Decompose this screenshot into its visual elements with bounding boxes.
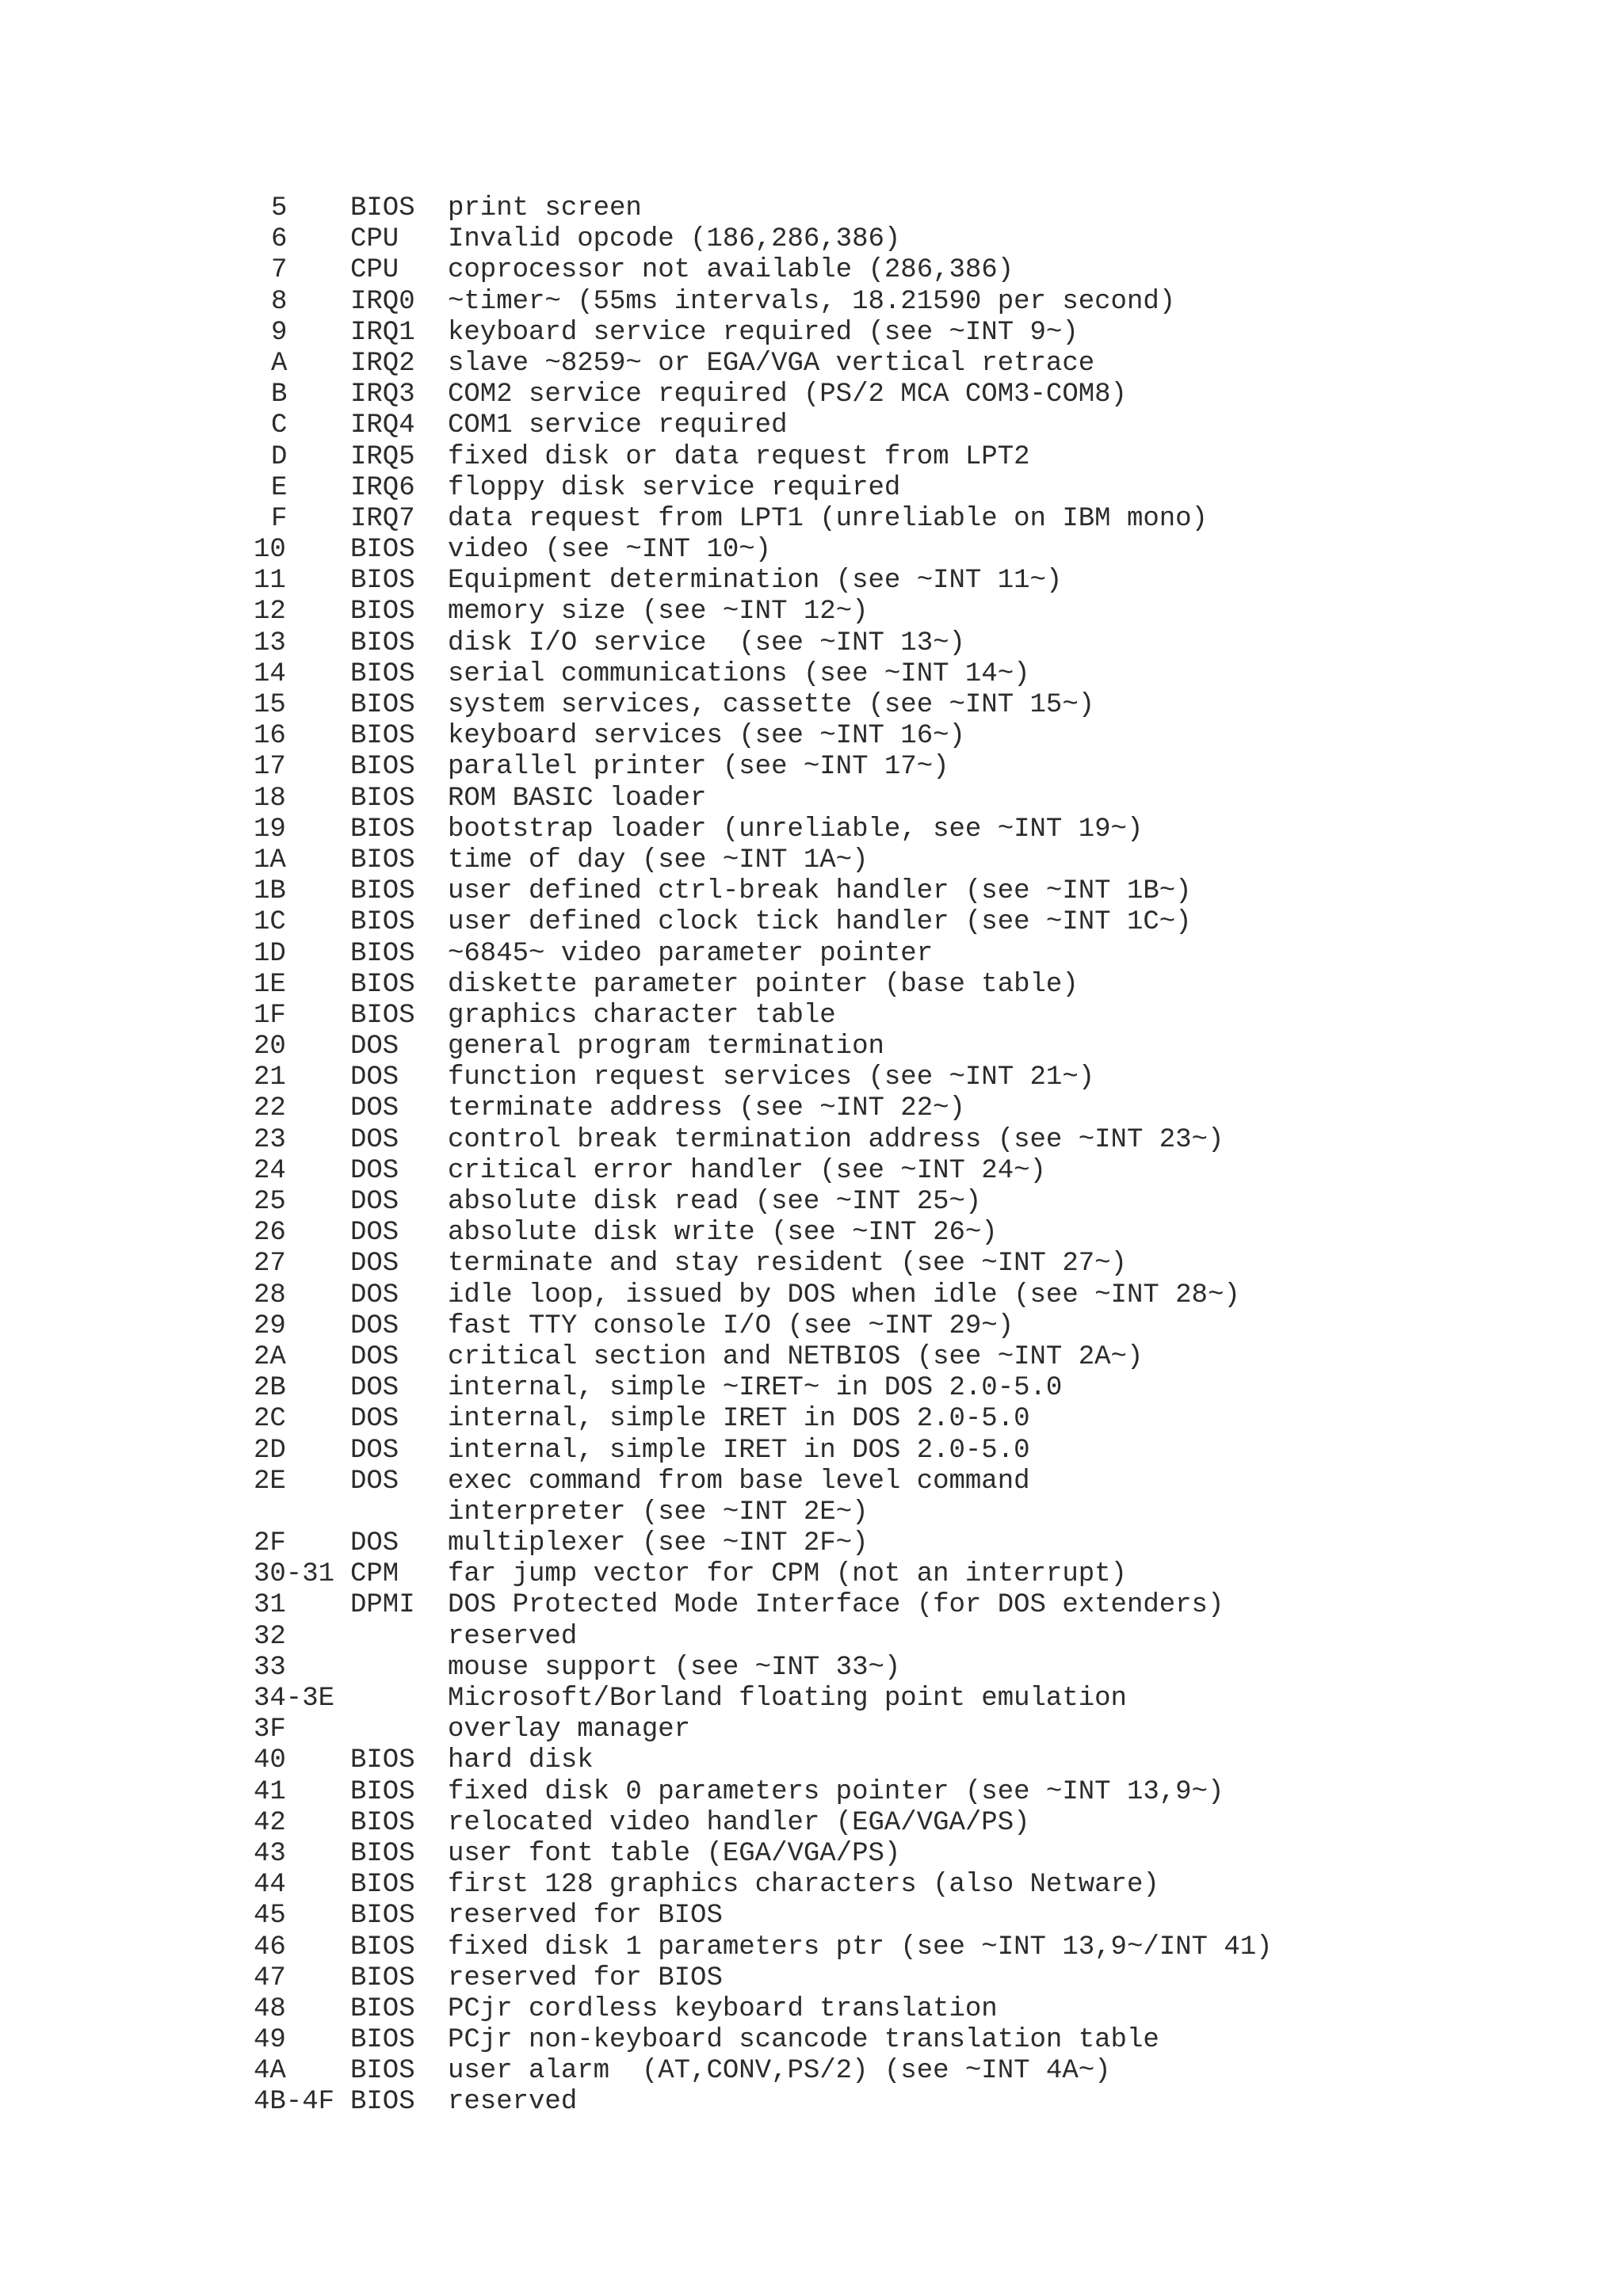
list-item (254, 752, 1273, 783)
interrupt-number: 1A (254, 845, 286, 875)
interrupt-source: BIOS (350, 1962, 415, 1993)
list-item (254, 1373, 1273, 1404)
interrupt-number: 2A (254, 1341, 286, 1372)
interrupt-source: BIOS (350, 1807, 415, 1838)
interrupt-number: 34-3E (254, 1684, 335, 1714)
list-item (254, 1994, 1273, 2025)
list-item (254, 690, 1273, 721)
interrupt-description: system services, cassette (see ~INT 15~) (448, 690, 1095, 720)
interrupt-number: 1C (254, 907, 286, 938)
list-item (254, 318, 1273, 349)
list-item (254, 1901, 1273, 1932)
interrupt-description: user font table (EGA/VGA/PS) (448, 1838, 901, 1869)
interrupt-number: 21 (254, 1062, 286, 1093)
interrupt-description: overlay manager (448, 1714, 691, 1745)
interrupt-source: DOS (350, 1124, 399, 1155)
interrupt-source: BIOS (350, 1776, 415, 1807)
interrupt-description: ~timer~ (55ms intervals, 18.21590 per second) (448, 286, 1176, 317)
interrupt-source: BIOS (350, 752, 415, 783)
interrupt-description: Microsoft/Borland floating point emulation (448, 1684, 1127, 1714)
list-item (254, 1032, 1273, 1062)
list-item (254, 1062, 1273, 1093)
list-item (254, 473, 1273, 504)
interrupt-source: DOS (350, 1404, 399, 1435)
interrupt-number: 2B (254, 1373, 286, 1404)
interrupt-description: bootstrap loader (unreliable, see ~INT 19~) (448, 814, 1144, 845)
interrupt-number: 6 (271, 224, 288, 255)
interrupt-number: 17 (254, 752, 286, 783)
interrupt-source: BIOS (350, 535, 415, 566)
list-item (254, 566, 1273, 597)
list-item (254, 1808, 1273, 1839)
interrupt-source: DOS (350, 1093, 399, 1124)
interrupt-number: 43 (254, 1838, 286, 1869)
interrupt-source: DOS (350, 1032, 399, 1062)
interrupt-description: PCjr non-keyboard scancode translation table (448, 2025, 1159, 2056)
list-item (254, 1187, 1273, 1218)
interrupt-description: user defined clock tick handler (see ~INT 1C~) (448, 907, 1192, 938)
interrupt-source: IRQ7 (350, 503, 415, 534)
interrupt-source: BIOS (350, 1838, 415, 1869)
list-item (254, 1125, 1273, 1156)
interrupt-source: DPMI (350, 1590, 415, 1621)
interrupt-description: slave ~8259~ or EGA/VGA vertical retrace (448, 348, 1095, 379)
interrupt-number: 8 (271, 286, 288, 317)
list-item (254, 1870, 1273, 1901)
interrupt-description: interpreter (see ~INT 2E~) (448, 1497, 869, 1527)
interrupt-number: 11 (254, 566, 286, 597)
interrupt-source: BIOS (350, 938, 415, 969)
interrupt-number: B (271, 379, 288, 410)
list-item (254, 224, 1273, 255)
interrupt-number: 46 (254, 1932, 286, 1962)
list-item (254, 876, 1273, 907)
interrupt-number: 1B (254, 876, 286, 907)
interrupt-description: keyboard service required (see ~INT 9~) (448, 317, 1079, 348)
interrupt-source: BIOS (350, 845, 415, 875)
list-item (254, 1249, 1273, 1280)
interrupt-number: 20 (254, 1032, 286, 1062)
list-item (254, 504, 1273, 535)
list-item (254, 1777, 1273, 1808)
list-item (254, 1559, 1273, 1590)
interrupt-description: diskette parameter pointer (base table) (448, 969, 1079, 1000)
interrupt-number: 2C (254, 1404, 286, 1435)
interrupt-source: DOS (350, 1528, 399, 1559)
interrupt-source: BIOS (350, 193, 415, 223)
interrupt-number: 4B-4F (254, 2087, 335, 2118)
interrupt-source: DOS (350, 1187, 399, 1217)
interrupt-number: 1E (254, 969, 286, 1000)
interrupt-description: floppy disk service required (448, 472, 901, 503)
interrupt-number: 24 (254, 1155, 286, 1186)
list-item (254, 349, 1273, 379)
interrupt-number: 2F (254, 1528, 286, 1559)
interrupt-source: BIOS (350, 1870, 415, 1901)
interrupt-source: IRQ0 (350, 286, 415, 317)
interrupt-number: 28 (254, 1280, 286, 1310)
interrupt-number: D (271, 441, 288, 472)
interrupt-source: DOS (350, 1062, 399, 1093)
list-item (254, 1311, 1273, 1342)
list-item (254, 1156, 1273, 1187)
interrupt-source: DOS (350, 1280, 399, 1310)
list-item (254, 845, 1273, 876)
interrupt-number: 13 (254, 627, 286, 658)
interrupt-number: 14 (254, 658, 286, 689)
interrupt-number: 25 (254, 1187, 286, 1217)
interrupt-source: IRQ2 (350, 348, 415, 379)
interrupt-description: fast TTY console I/O (see ~INT 29~) (448, 1310, 1014, 1341)
list-item (254, 2025, 1273, 2056)
interrupt-source: BIOS (350, 876, 415, 907)
list-item (254, 1590, 1273, 1621)
interrupt-description: data request from LPT1 (unreliable on IBM mono) (448, 503, 1208, 534)
interrupt-source: BIOS (350, 2025, 415, 2056)
list-item (254, 442, 1273, 473)
interrupt-source: DOS (350, 1155, 399, 1186)
interrupt-number: 10 (254, 535, 286, 566)
interrupt-description: COM1 service required (448, 410, 788, 441)
interrupt-description: reserved (448, 1621, 578, 1652)
interrupt-source: BIOS (350, 597, 415, 627)
interrupt-number: 44 (254, 1870, 286, 1901)
list-item (254, 597, 1273, 627)
list-item (254, 1093, 1273, 1124)
interrupt-description: first 128 graphics characters (also Netware) (448, 1870, 1159, 1901)
interrupt-source: BIOS (350, 783, 415, 814)
interrupt-vector-list (254, 193, 1273, 2119)
interrupt-description: video (see ~INT 10~) (448, 535, 772, 566)
list-item (254, 1342, 1273, 1373)
list-item (254, 1963, 1273, 1994)
interrupt-number: 31 (254, 1590, 286, 1621)
interrupt-source: BIOS (350, 1993, 415, 2024)
interrupt-description: Equipment determination (see ~INT 11~) (448, 566, 1063, 597)
interrupt-description: fixed disk 1 parameters ptr (see ~INT 13,9~/INT 41) (448, 1932, 1273, 1962)
list-item (254, 193, 1273, 224)
interrupt-source: DOS (350, 1466, 399, 1497)
interrupt-number: 49 (254, 2025, 286, 2056)
interrupt-description: graphics character table (448, 1000, 836, 1031)
interrupt-source: CPU (350, 224, 399, 255)
interrupt-number: 16 (254, 721, 286, 752)
interrupt-description: DOS Protected Mode Interface (for DOS extenders) (448, 1590, 1224, 1621)
interrupt-number: 5 (271, 193, 288, 223)
interrupt-description: ~6845~ video parameter pointer (448, 938, 934, 969)
interrupt-number: 22 (254, 1093, 286, 1124)
interrupt-source: BIOS (350, 566, 415, 597)
interrupt-description: internal, simple IRET in DOS 2.0-5.0 (448, 1404, 1030, 1435)
interrupt-description: PCjr cordless keyboard translation (448, 1993, 998, 2024)
interrupt-description: far jump vector for CPM (not an interrupt) (448, 1559, 1127, 1590)
interrupt-source: BIOS (350, 690, 415, 720)
interrupt-number: 30-31 (254, 1559, 335, 1590)
list-item (254, 287, 1273, 318)
interrupt-description: Invalid opcode (186,286,386) (448, 224, 901, 255)
interrupt-number: 45 (254, 1901, 286, 1932)
interrupt-source: BIOS (350, 2087, 415, 2118)
interrupt-description: keyboard services (see ~INT 16~) (448, 721, 965, 752)
interrupt-description: control break termination address (see ~INT 23~) (448, 1124, 1224, 1155)
interrupt-source: BIOS (350, 658, 415, 689)
interrupt-source: BIOS (350, 969, 415, 1000)
interrupt-number: 7 (271, 255, 288, 286)
interrupt-source: DOS (350, 1310, 399, 1341)
interrupt-description: reserved for BIOS (448, 1901, 723, 1932)
interrupt-description: relocated video handler (EGA/VGA/PS) (448, 1807, 1030, 1838)
interrupt-number: 18 (254, 783, 286, 814)
interrupt-description: idle loop, issued by DOS when idle (see ~INT 28~) (448, 1280, 1240, 1310)
list-item (254, 1404, 1273, 1435)
interrupt-source: DOS (350, 1218, 399, 1249)
interrupt-source: CPM (350, 1559, 399, 1590)
list-item (254, 721, 1273, 752)
interrupt-description: user alarm (AT,CONV,PS/2) (see ~INT 4A~) (448, 2056, 1111, 2087)
interrupt-source: DOS (350, 1249, 399, 1280)
list-item (254, 535, 1273, 566)
interrupt-number: 2E (254, 1466, 286, 1497)
interrupt-number: 33 (254, 1652, 286, 1683)
interrupt-source: BIOS (350, 721, 415, 752)
interrupt-description: ROM BASIC loader (448, 783, 707, 814)
interrupt-number: C (271, 410, 288, 441)
interrupt-number: A (271, 348, 288, 379)
list-item (254, 1653, 1273, 1684)
list-item (254, 1497, 1273, 1528)
list-item (254, 628, 1273, 659)
interrupt-number: 12 (254, 597, 286, 627)
interrupt-source: DOS (350, 1341, 399, 1372)
list-item (254, 939, 1273, 970)
list-item (254, 1280, 1273, 1311)
interrupt-source: IRQ4 (350, 410, 415, 441)
interrupt-description: fixed disk or data request from LPT2 (448, 441, 1030, 472)
interrupt-source: BIOS (350, 1745, 415, 1776)
interrupt-number: 1D (254, 938, 286, 969)
list-item (254, 1684, 1273, 1714)
interrupt-description: print screen (448, 193, 642, 223)
interrupt-description: internal, simple ~IRET~ in DOS 2.0-5.0 (448, 1373, 1063, 1404)
interrupt-description: mouse support (see ~INT 33~) (448, 1652, 901, 1683)
interrupt-description: general program termination (448, 1032, 884, 1062)
list-item (254, 659, 1273, 690)
list-item (254, 2087, 1273, 2118)
interrupt-source: IRQ3 (350, 379, 415, 410)
interrupt-source: BIOS (350, 1000, 415, 1031)
interrupt-source: BIOS (350, 1901, 415, 1932)
list-item (254, 379, 1273, 410)
interrupt-source: BIOS (350, 814, 415, 845)
interrupt-description: reserved (448, 2087, 578, 2118)
interrupt-description: fixed disk 0 parameters pointer (see ~INT 13,9~) (448, 1776, 1224, 1807)
interrupt-description: critical section and NETBIOS (see ~INT 2A~) (448, 1341, 1144, 1372)
interrupt-description: memory size (see ~INT 12~) (448, 597, 869, 627)
list-item (254, 1839, 1273, 1870)
interrupt-description: parallel printer (see ~INT 17~) (448, 752, 949, 783)
interrupt-description: time of day (see ~INT 1A~) (448, 845, 869, 875)
interrupt-source: CPU (350, 255, 399, 286)
interrupt-description: coprocessor not available (286,386) (448, 255, 1014, 286)
interrupt-source: BIOS (350, 2056, 415, 2087)
list-item (254, 1622, 1273, 1653)
list-item (254, 784, 1273, 814)
interrupt-number: 47 (254, 1962, 286, 1993)
interrupt-number: 19 (254, 814, 286, 845)
interrupt-number: 23 (254, 1124, 286, 1155)
interrupt-number: 4A (254, 2056, 286, 2087)
interrupt-source: BIOS (350, 907, 415, 938)
list-item (254, 1001, 1273, 1032)
list-item (254, 1714, 1273, 1745)
list-item (254, 907, 1273, 938)
interrupt-description: absolute disk read (see ~INT 25~) (448, 1187, 982, 1217)
interrupt-number: 9 (271, 317, 288, 348)
interrupt-number: 3F (254, 1714, 286, 1745)
interrupt-source: BIOS (350, 627, 415, 658)
interrupt-description: terminate address (see ~INT 22~) (448, 1093, 965, 1124)
interrupt-source: DOS (350, 1373, 399, 1404)
list-item (254, 1745, 1273, 1776)
interrupt-number: 42 (254, 1807, 286, 1838)
list-item (254, 814, 1273, 845)
list-item (254, 970, 1273, 1001)
interrupt-number: 41 (254, 1776, 286, 1807)
list-item (254, 1528, 1273, 1559)
interrupt-number: 15 (254, 690, 286, 720)
list-item (254, 1932, 1273, 1963)
interrupt-number: F (271, 503, 288, 534)
interrupt-description: terminate and stay resident (see ~INT 27~) (448, 1249, 1127, 1280)
interrupt-description: serial communications (see ~INT 14~) (448, 658, 1030, 689)
list-item (254, 410, 1273, 441)
list-item (254, 1466, 1273, 1497)
interrupt-description: multiplexer (see ~INT 2F~) (448, 1528, 869, 1559)
interrupt-number: 48 (254, 1993, 286, 2024)
interrupt-description: user defined ctrl-break handler (see ~INT 1B~) (448, 876, 1192, 907)
list-item (254, 1218, 1273, 1249)
interrupt-source: IRQ5 (350, 441, 415, 472)
interrupt-number: 40 (254, 1745, 286, 1776)
interrupt-description: critical error handler (see ~INT 24~) (448, 1155, 1046, 1186)
interrupt-description: COM2 service required (PS/2 MCA COM3-COM8) (448, 379, 1127, 410)
interrupt-number: E (271, 472, 288, 503)
interrupt-number: 32 (254, 1621, 286, 1652)
interrupt-description: internal, simple IRET in DOS 2.0-5.0 (448, 1435, 1030, 1466)
interrupt-source: BIOS (350, 1932, 415, 1962)
interrupt-source: IRQ1 (350, 317, 415, 348)
interrupt-source: DOS (350, 1435, 399, 1466)
interrupt-description: reserved for BIOS (448, 1962, 723, 1993)
list-item (254, 2056, 1273, 2087)
interrupt-description: function request services (see ~INT 21~) (448, 1062, 1095, 1093)
interrupt-number: 26 (254, 1218, 286, 1249)
interrupt-number: 29 (254, 1310, 286, 1341)
interrupt-description: exec command from base level command (448, 1466, 1030, 1497)
list-item (254, 1436, 1273, 1466)
interrupt-description: disk I/O service (see ~INT 13~) (448, 627, 965, 658)
list-item (254, 255, 1273, 286)
interrupt-number: 2D (254, 1435, 286, 1466)
interrupt-description: absolute disk write (see ~INT 26~) (448, 1218, 998, 1249)
interrupt-description: hard disk (448, 1745, 594, 1776)
interrupt-number: 27 (254, 1249, 286, 1280)
interrupt-source: IRQ6 (350, 472, 415, 503)
interrupt-number: 1F (254, 1000, 286, 1031)
